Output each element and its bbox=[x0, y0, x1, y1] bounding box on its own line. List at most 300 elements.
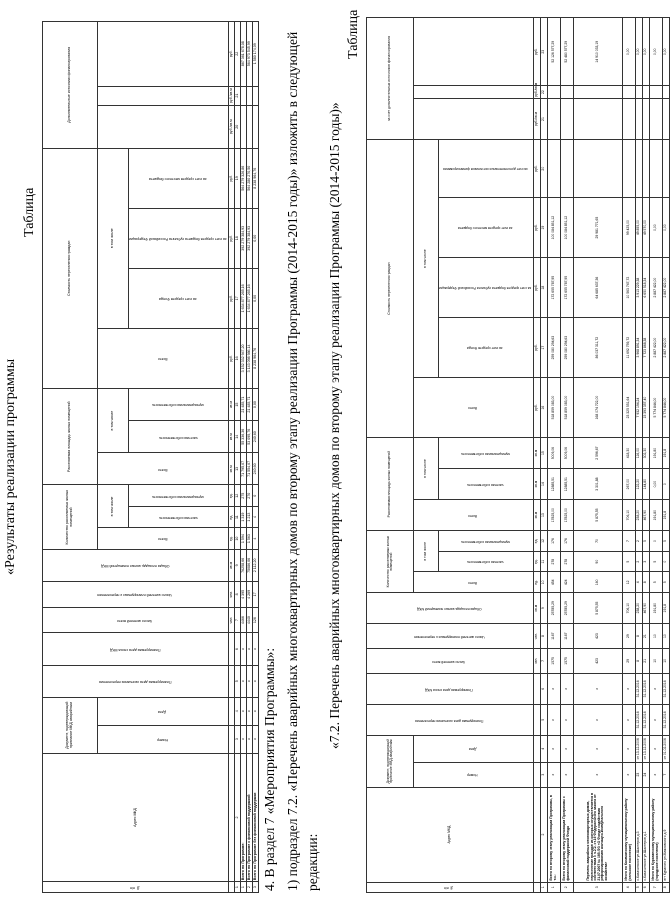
table-cell: 86 037 311,72 bbox=[573, 318, 622, 378]
unit-cell: ед. bbox=[533, 531, 540, 552]
table-cell: 2 887 422,00 bbox=[649, 258, 662, 318]
table-row bbox=[635, 18, 642, 893]
table-cell: 23 325 551,64 bbox=[622, 378, 635, 438]
table-cell: 31.12.2016 bbox=[635, 704, 642, 735]
table-row bbox=[547, 18, 560, 893]
table-cell bbox=[635, 86, 642, 98]
table-cell bbox=[98, 105, 229, 148]
results-table bbox=[42, 21, 259, 893]
unit-cell: ед. bbox=[229, 506, 235, 527]
table-cell bbox=[414, 572, 534, 593]
table-cell: 1 563 bbox=[247, 528, 253, 549]
table-cell: х bbox=[573, 673, 622, 704]
table-cell bbox=[414, 86, 534, 98]
table-cell: 1 bbox=[547, 882, 560, 892]
table-cell: х bbox=[622, 762, 635, 787]
table-cell bbox=[547, 86, 560, 98]
table-cell: х bbox=[622, 673, 635, 704]
table-cell: 278 bbox=[560, 551, 573, 572]
table-cell bbox=[98, 22, 229, 87]
table-cell: х bbox=[247, 633, 253, 665]
col-header-sqm-total: Всего bbox=[157, 467, 168, 472]
table-cell bbox=[367, 704, 534, 735]
table-cell: 3 bbox=[573, 882, 622, 892]
table-cell: 0,00 bbox=[662, 198, 669, 258]
col-header-no: № п/п bbox=[444, 886, 454, 891]
table-cell: 20 bbox=[540, 140, 547, 198]
table-cell: 8 bbox=[235, 582, 241, 608]
unit-cell: кв.м bbox=[533, 500, 540, 531]
table-cell: 22 bbox=[540, 86, 547, 98]
table-header bbox=[43, 22, 98, 893]
table-cell: 116,00 bbox=[635, 438, 642, 469]
col-header-sqm-mun: муниципальная собственность bbox=[152, 403, 204, 408]
table-cell: 52 480 577,29 bbox=[560, 18, 573, 86]
table-cell: 3 968 891,34 bbox=[635, 318, 642, 378]
table-cell: 12885,51 bbox=[560, 469, 573, 500]
table-cell bbox=[439, 469, 534, 500]
table-cell: 21 485,71 bbox=[247, 388, 253, 420]
table-cell: 5 875,55 bbox=[573, 500, 622, 531]
table-cell: 1167 bbox=[547, 624, 560, 649]
column-numbers-row bbox=[540, 18, 547, 893]
col-header-residents-planned: Число жителей планируемых к переселению bbox=[97, 593, 173, 598]
table-cell: х bbox=[247, 697, 253, 725]
table-cell: Всего по Программе с финансовой поддержкой bbox=[247, 753, 253, 882]
table-cell: 564 973 545,99 bbox=[247, 22, 253, 87]
unit-cell: руб./кв.м bbox=[533, 86, 540, 98]
table-cell: 31.12.2016 bbox=[662, 704, 669, 735]
table-cell: х bbox=[560, 762, 573, 787]
col-header-residents: Число жителей всего bbox=[117, 618, 153, 623]
unit-cell: ед. bbox=[533, 572, 540, 593]
unit-cell: чел. bbox=[229, 582, 235, 608]
col-header-rooms-total: Всего bbox=[157, 537, 168, 542]
table-label-1: Таблица bbox=[22, 187, 37, 237]
table-cell: 1167 bbox=[560, 624, 573, 649]
table-cell: Итого по Казачинскому муниципальному району (сельское поселение) bbox=[622, 787, 635, 882]
col-header-rooms-incl: в том числе bbox=[414, 531, 439, 572]
table-cell: 9 bbox=[235, 549, 241, 581]
table-cell: 240,60 bbox=[253, 453, 259, 485]
table-cell bbox=[98, 453, 229, 485]
table-cell: х bbox=[253, 665, 259, 697]
table-cell: Всего по Программе: bbox=[241, 753, 247, 882]
table-cell: 3 301,88 bbox=[573, 469, 622, 500]
col-header-sqm-priv: частная собственность bbox=[158, 435, 198, 440]
col-header-docnum: Номер bbox=[467, 773, 478, 778]
table-cell: 11 bbox=[540, 551, 547, 572]
table-cell: 1 213 bbox=[247, 506, 253, 527]
table-cell: х bbox=[547, 735, 560, 762]
unit-cell: руб./кв.м bbox=[229, 86, 235, 105]
table-cell: 0,00 bbox=[649, 18, 662, 86]
table-cell: 0 bbox=[662, 469, 669, 500]
table-cell bbox=[253, 86, 259, 105]
table-cell: х bbox=[241, 633, 247, 665]
table-cell: 5009,06 bbox=[560, 438, 573, 469]
unit-cell: руб./кв.м bbox=[533, 98, 540, 139]
table-row bbox=[573, 18, 622, 893]
table-cell: х bbox=[560, 735, 573, 762]
table-cell bbox=[439, 531, 534, 552]
table-cell: 191,80 bbox=[649, 593, 662, 624]
table-cell: 16 bbox=[540, 378, 547, 438]
table-cell: 126 bbox=[253, 607, 259, 633]
table-cell: 11 692 759,72 bbox=[622, 318, 635, 378]
table-cell: 19 bbox=[540, 198, 547, 258]
col-header-rooms-total: Всего bbox=[468, 581, 478, 586]
table-cell: 8 bbox=[642, 572, 649, 593]
col-header-address: Адрес МКД bbox=[367, 787, 534, 882]
table-cell: 424 bbox=[560, 572, 573, 593]
table-cell: 3 bbox=[235, 725, 241, 753]
table-cell: 2 596,67 bbox=[573, 438, 622, 469]
table-cell: 1575 bbox=[560, 649, 573, 674]
col-header-rooms-priv: частная собственность bbox=[158, 515, 198, 520]
col-header-cost: Стоимость переселения граждан bbox=[367, 140, 414, 438]
unit-cell: руб. bbox=[229, 328, 235, 388]
table-cell: 75086,06 bbox=[247, 549, 253, 581]
unit-cell: руб. bbox=[229, 208, 235, 268]
table-cell: 423 bbox=[573, 624, 622, 649]
table-cell: 21 bbox=[235, 86, 241, 105]
table-cell: Итого по Курагинскому муниципальному району (городское поселение) bbox=[649, 787, 662, 882]
col-header-area: Общая площадь жилых помещений МКД bbox=[100, 564, 170, 569]
table-row bbox=[622, 18, 635, 893]
table-cell bbox=[560, 86, 573, 98]
table-cell: 100 084 851,12 bbox=[547, 198, 560, 258]
table-cell: 1 bbox=[241, 882, 247, 893]
unit-cell: чел. bbox=[229, 607, 235, 633]
table-cell: 3 913 229,38 bbox=[635, 258, 642, 318]
table-cell: 12 bbox=[622, 572, 635, 593]
table-cell bbox=[43, 582, 229, 608]
table-cell: 4 bbox=[622, 882, 635, 892]
col-header-address: Адрес МКД bbox=[43, 753, 229, 882]
col-header-rooms-mun: муниципальная собственность bbox=[460, 539, 510, 544]
table-cell: 16 bbox=[235, 328, 241, 388]
table-cell: 302,30 bbox=[642, 438, 649, 469]
table-row bbox=[649, 18, 662, 893]
col-header-sqm-incl: в том числе bbox=[98, 388, 129, 452]
unit-cell: кв.м bbox=[229, 549, 235, 581]
table-cell: 0,00 bbox=[662, 18, 669, 86]
table-cell: 21 bbox=[642, 624, 649, 649]
table-cell: х bbox=[253, 633, 259, 665]
table-cell: 4 bbox=[253, 528, 259, 549]
table-cell: 1 bbox=[235, 882, 241, 893]
table-cell bbox=[533, 882, 540, 892]
table-cell bbox=[439, 438, 534, 469]
unit-cell: руб. bbox=[229, 268, 235, 328]
col-header-cost-incl: в том числе bbox=[414, 140, 439, 378]
table-cell: 392 279 384,93 bbox=[247, 208, 253, 268]
table-cell: 4 269 bbox=[247, 582, 253, 608]
table-cell bbox=[635, 140, 642, 198]
table-cell bbox=[367, 649, 534, 674]
table-cell bbox=[129, 208, 229, 268]
table-cell: 6 bbox=[540, 673, 547, 704]
table-cell: 2 bbox=[235, 753, 241, 882]
table-cell: 160 bbox=[573, 572, 622, 593]
table-cell bbox=[439, 198, 534, 258]
table-cell bbox=[98, 697, 229, 725]
units-row bbox=[533, 18, 540, 893]
table-cell: Всего по второму этапу реализации Программы, в т.ч.: bbox=[547, 787, 560, 882]
table-cell: х bbox=[560, 673, 573, 704]
table-cell: 5 875,55 bbox=[573, 593, 622, 624]
table-cell: 2 bbox=[247, 882, 253, 893]
table-cell: 5 bbox=[622, 551, 635, 572]
table-cell: 13 bbox=[235, 453, 241, 485]
table-cell: 19 bbox=[235, 148, 241, 208]
col-header-sqm: Расселяемая площадь жилых помещений bbox=[367, 438, 414, 531]
table-cell: 21 bbox=[642, 649, 649, 674]
col-header-sqm-incl: в том числе bbox=[414, 438, 439, 500]
table-cell: 25785,29 bbox=[560, 593, 573, 624]
table-cell: 14 bbox=[540, 469, 547, 500]
table-cell: 191,80 bbox=[649, 500, 662, 531]
col-header-area: Общая площадь жилых помещений МКД bbox=[416, 606, 482, 611]
table-cell: х bbox=[241, 665, 247, 697]
table-cell: 5 bbox=[642, 531, 649, 552]
table-cell: 17 bbox=[235, 268, 241, 328]
col-header-rooms-incl: в том числе bbox=[98, 485, 129, 528]
table-cell: х bbox=[547, 673, 560, 704]
table-cell bbox=[573, 98, 622, 139]
table-cell: 1 634 877 265,16 bbox=[241, 268, 247, 328]
table-cell: 4 bbox=[235, 697, 241, 725]
col-header-plan: Планируемая дата окончания переселения bbox=[98, 680, 172, 685]
table-cell: 1 634 877 265,16 bbox=[247, 268, 253, 328]
col-header-rooms: Количество расселяемых жилых помещений bbox=[43, 485, 98, 549]
table-cell: 259 080 294,63 bbox=[560, 318, 573, 378]
table-cell: 13 bbox=[540, 500, 547, 531]
table-cell: х bbox=[247, 725, 253, 753]
table-cell: 3 152 332 947,20 bbox=[241, 328, 247, 388]
table-cell bbox=[98, 328, 229, 388]
table-cell: 122,20 bbox=[635, 469, 642, 500]
table-cell: 518 859 083,00 bbox=[560, 378, 573, 438]
col-header-cost-incl: в том числе bbox=[98, 148, 129, 328]
table-cell: 5 774 844,00 bbox=[649, 378, 662, 438]
table-cell: х bbox=[573, 735, 622, 762]
col-header-fund: за счет средств Фонда bbox=[158, 297, 197, 302]
table-cell: 90 bbox=[573, 551, 622, 572]
table-cell: 22 bbox=[235, 22, 241, 87]
table-cell bbox=[642, 140, 649, 198]
table-cell: 7 932 194,24 bbox=[635, 378, 642, 438]
table-cell: 0,00 bbox=[649, 198, 662, 258]
col-header-doc: Документ, подтверждающий признание МКД аварийным bbox=[43, 697, 98, 753]
table-cell: пгт Курагино ул.Маяковского д.9 bbox=[662, 787, 669, 882]
table-cell: 1 594 bbox=[241, 528, 247, 549]
col-header-loc: за счет средств местного бюджета bbox=[457, 226, 513, 231]
col-header-no: № п/п bbox=[129, 885, 140, 890]
table-cell: 17 bbox=[253, 582, 259, 608]
table-cell: 8 bbox=[635, 624, 642, 649]
table-cell: 0,00 bbox=[253, 208, 259, 268]
table-cell: 4 395 bbox=[241, 582, 247, 608]
table-cell: 18 bbox=[235, 208, 241, 268]
unit-cell: ед. bbox=[229, 528, 235, 549]
unit-cell: руб. bbox=[533, 18, 540, 86]
table-cell: 4 bbox=[253, 506, 259, 527]
table-cell: 8 bbox=[635, 649, 642, 674]
table-cell: 29 bbox=[622, 649, 635, 674]
table-cell: 31.12.2016 bbox=[642, 673, 649, 704]
table-cell: х bbox=[247, 665, 253, 697]
table-cell bbox=[98, 725, 229, 753]
table-cell: 14 910 033,19 bbox=[573, 18, 622, 86]
table-cell: 706,10 bbox=[622, 500, 635, 531]
table-cell bbox=[253, 105, 259, 148]
table-cell bbox=[414, 18, 534, 86]
table-cell: Всего по Программе без финансовой поддержки bbox=[253, 753, 259, 882]
table-label-2: Таблица bbox=[346, 9, 361, 59]
col-header-reg: за счет средств бюджета субъекта Российской Федерации bbox=[129, 237, 227, 242]
unit-cell: кв.м bbox=[229, 421, 235, 453]
table-cell: 564 280 270,50 bbox=[247, 148, 253, 208]
table-cell: 176 bbox=[547, 531, 560, 552]
col-header-sqm-mun: муниципальная собственность bbox=[460, 451, 510, 456]
table-cell: 2 bbox=[540, 787, 547, 882]
unit-cell: кв.м bbox=[533, 593, 540, 624]
table-cell bbox=[642, 86, 649, 98]
col-header-residents-planned: Число жителей планируемых к переселению bbox=[413, 634, 485, 639]
table-cell: от 13.12.2006 bbox=[635, 735, 642, 762]
table-cell: 53 095,76 bbox=[247, 421, 253, 453]
unit-cell: руб. bbox=[533, 140, 540, 198]
table-cell bbox=[43, 549, 229, 581]
table-cell: х bbox=[560, 704, 573, 735]
table-cell bbox=[129, 485, 229, 506]
table-cell: от 13.12.2006 bbox=[642, 735, 649, 762]
table-header-mid bbox=[414, 18, 439, 893]
paragraph-line-1: 1) подраздел 7.2. «Перечень аварийных многоквартирных домов по второму этапу реализации Программы (2014-2015 годы)» изложить в следующей bbox=[285, 31, 300, 891]
table-cell bbox=[98, 86, 229, 105]
table-cell: 418,30 bbox=[622, 438, 635, 469]
table-cell: 2 bbox=[560, 882, 573, 892]
table-cell bbox=[560, 140, 573, 198]
table-cell: 5 bbox=[635, 882, 642, 892]
table-cell bbox=[414, 735, 534, 762]
table-cell bbox=[560, 98, 573, 139]
table-cell: 0,00 bbox=[635, 18, 642, 86]
table-cell: 392 279 384,93 bbox=[241, 208, 247, 268]
table-cell: 17825,00 bbox=[547, 500, 560, 531]
table-cell bbox=[622, 86, 635, 98]
table-cell: х bbox=[649, 762, 662, 787]
table-cell: 518 859 083,00 bbox=[547, 378, 560, 438]
table-cell bbox=[533, 787, 540, 882]
col-header-residents: Число жителей всего bbox=[432, 659, 466, 664]
table-cell: 6 bbox=[642, 882, 649, 892]
table-cell bbox=[642, 98, 649, 139]
table-row bbox=[253, 22, 259, 893]
table-cell: х bbox=[622, 735, 635, 762]
table-cell bbox=[414, 500, 534, 531]
table-cell bbox=[414, 98, 534, 139]
table-cell: 11 bbox=[235, 506, 241, 527]
table-row bbox=[662, 18, 669, 893]
table-cell: 867 361 678,08 bbox=[241, 22, 247, 87]
table-cell: 168 074 722,00 bbox=[573, 378, 622, 438]
table-cell: с.Казачинское ул.Шахтеров д.3 bbox=[635, 787, 642, 882]
table-cell: 25785,29 bbox=[547, 593, 560, 624]
col-header-demolish: Планируемая дата сноса МКД bbox=[425, 687, 473, 692]
table-cell: 0,00 bbox=[622, 18, 635, 86]
table-cell: 12 bbox=[540, 531, 547, 552]
table-cell: 3 bbox=[540, 762, 547, 787]
table-cell: 49 570,00 bbox=[642, 198, 649, 258]
table-cell: 31.12.2016 bbox=[662, 673, 669, 704]
table-cell bbox=[649, 140, 662, 198]
col-header-sqm-total: Всего bbox=[468, 513, 478, 518]
table-cell bbox=[129, 268, 229, 328]
table-cell bbox=[649, 98, 662, 139]
table-cell: 4 bbox=[540, 735, 547, 762]
table-cell bbox=[547, 98, 560, 139]
table-cell: 29 981 771,65 bbox=[573, 198, 622, 258]
table-cell: 10 bbox=[662, 624, 669, 649]
table-cell bbox=[533, 704, 540, 735]
table-cell: 4466 bbox=[241, 607, 247, 633]
table-cell: 10 bbox=[662, 649, 669, 674]
table-cell bbox=[43, 607, 229, 633]
table-cell: х bbox=[649, 673, 662, 704]
table-cell: 8 bbox=[662, 882, 669, 892]
emergency-houses-table bbox=[366, 17, 670, 893]
col-header-demolish: Планируемая дата сноса МКД bbox=[109, 647, 161, 652]
table-cell: 31.12.2016 bbox=[642, 704, 649, 735]
table-cell: 454 bbox=[547, 572, 560, 593]
table-cell: 191,8 bbox=[662, 438, 669, 469]
table-cell: 17 bbox=[540, 318, 547, 378]
unit-cell: чел. bbox=[533, 624, 540, 649]
unit-cell: кв.м bbox=[533, 438, 540, 469]
table-cell: х bbox=[649, 735, 662, 762]
table-cell bbox=[439, 258, 534, 318]
table-cell bbox=[622, 140, 635, 198]
col-header-cost-total: Всего bbox=[468, 406, 478, 411]
table-cell bbox=[547, 140, 560, 198]
col-header-extra-sub: за счет дополнительных источников финансирования bbox=[442, 167, 528, 172]
table-cell bbox=[662, 140, 669, 198]
table-cell: 10 bbox=[649, 649, 662, 674]
table-row bbox=[642, 18, 649, 893]
unit-cell: ед. bbox=[533, 551, 540, 572]
table-cell: 71 554,07 bbox=[247, 453, 253, 485]
table-cell: 240,60 bbox=[253, 421, 259, 453]
table-cell: 191,8 bbox=[662, 593, 669, 624]
table-cell: 5 bbox=[235, 665, 241, 697]
table-cell: 564 279 326,86 bbox=[241, 148, 247, 208]
table-cell bbox=[622, 98, 635, 139]
table-cell: 15 bbox=[235, 388, 241, 420]
table-cell: 1 bbox=[540, 882, 547, 892]
table-cell bbox=[414, 378, 534, 438]
unit-cell: кв.м bbox=[229, 453, 235, 485]
table-cell bbox=[129, 148, 229, 208]
table-cell: 7 bbox=[649, 882, 662, 892]
table-row bbox=[560, 18, 573, 893]
table-cell: х bbox=[253, 725, 259, 753]
table-cell bbox=[129, 421, 229, 453]
table-cell: 7 bbox=[622, 531, 635, 552]
table-cell: 2 887 422,00 bbox=[649, 318, 662, 378]
